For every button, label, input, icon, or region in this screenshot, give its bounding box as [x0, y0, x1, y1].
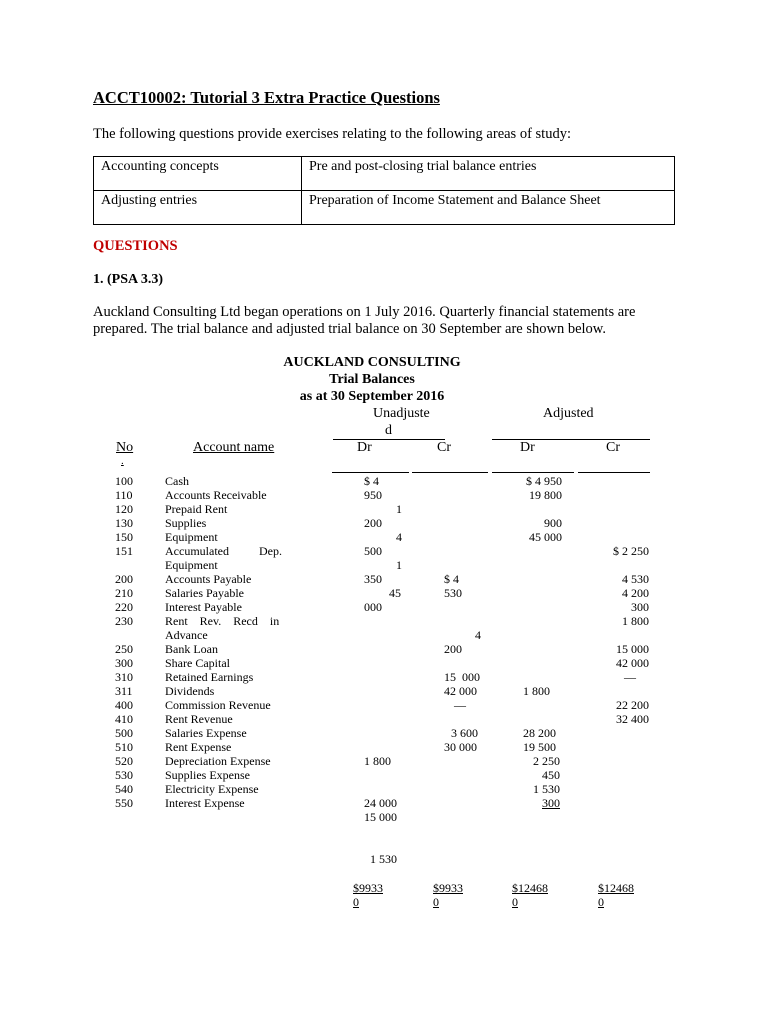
unadjusted-cr-value: 200: [444, 642, 462, 656]
account-no: 130: [115, 516, 133, 530]
table-cell: Accounting concepts: [94, 157, 302, 191]
account-name: Share Capital: [165, 656, 230, 670]
adjusted-dr-value: 28 200: [523, 726, 556, 740]
questions-heading: QUESTIONS: [93, 238, 178, 254]
column-no: No: [116, 440, 134, 455]
table-cell: Preparation of Income Statement and Balance Sheet: [302, 191, 675, 225]
account-name: Accounts Payable: [165, 572, 252, 586]
adjusted-cr-value: 15 000: [616, 642, 649, 656]
unadjusted-cr-value: $ 4: [444, 572, 459, 586]
report-name: Trial Balances: [329, 372, 415, 387]
unadjusted-cr-value: —: [454, 698, 466, 712]
column-adjusted-cr: Cr: [606, 440, 620, 455]
account-no: 100: [115, 474, 133, 488]
total-unadjusted-cr-cont: 0: [433, 895, 439, 909]
account-name: Equipment: [165, 558, 218, 572]
account-no: 520: [115, 754, 133, 768]
unadjusted-dr-value: 1 800: [364, 754, 391, 768]
account-name: Depreciation Expense: [165, 754, 271, 768]
adjusted-dr-value: 45 000: [529, 530, 562, 544]
account-name: Supplies Expense: [165, 768, 250, 782]
account-name: Cash: [165, 474, 189, 488]
account-name: Accounts Receivable: [165, 488, 267, 502]
account-name: Prepaid Rent: [165, 502, 228, 516]
column-no-dot: .: [121, 455, 124, 467]
unadjusted-dr-value: 1 530: [370, 852, 397, 866]
account-no: 200: [115, 572, 133, 586]
adjusted-dr-value: 1 530: [533, 782, 560, 796]
unadjusted-heading: Unadjuste: [373, 406, 430, 421]
account-name: Rent Expense: [165, 740, 232, 754]
column-unadjusted-cr: Cr: [437, 440, 451, 455]
unadjusted-dr-value: 45: [389, 586, 401, 600]
adjusted-dr-value: 900: [544, 516, 562, 530]
account-no: 550: [115, 796, 133, 810]
account-no: 510: [115, 740, 133, 754]
total-unadjusted-cr: $9933: [433, 881, 463, 895]
unadjusted-dr-value: 1: [396, 558, 402, 572]
unadjusted-dr-value: $ 4: [364, 474, 379, 488]
adjusted-dr-value: 1 800: [523, 684, 550, 698]
account-no: 311: [115, 684, 133, 698]
adjusted-dr-value: 450: [542, 768, 560, 782]
adjusted-dr-value: 300: [542, 796, 560, 810]
column-account-name: Account name: [193, 440, 275, 455]
account-name: Retained Earnings: [165, 670, 254, 684]
account-no: 110: [115, 488, 133, 502]
account-name: Salaries Payable: [165, 586, 244, 600]
account-no: 310: [115, 670, 133, 684]
total-adjusted-cr: $12468: [598, 881, 634, 895]
account-name: Rent Rev. Recd in: [165, 614, 280, 628]
adjusted-cr-value: 22 200: [616, 698, 649, 712]
account-no: 410: [115, 712, 133, 726]
study-areas-table: [93, 156, 675, 225]
account-no: 120: [115, 502, 133, 516]
adjusted-cr-value: 42 000: [616, 656, 649, 670]
unadjusted-cr-value: 530: [444, 586, 462, 600]
account-no: 230: [115, 614, 133, 628]
table-cell: Pre and post-closing trial balance entries: [302, 157, 675, 191]
adjusted-heading: Adjusted: [543, 406, 594, 421]
unadjusted-dr-value: 15 000: [364, 810, 397, 824]
unadjusted-dr-value: 350: [364, 572, 382, 586]
intro-text: The following questions provide exercises relating to the following areas of study:: [93, 126, 571, 142]
page-title: ACCT10002: Tutorial 3 Extra Practice Questions: [93, 88, 440, 107]
unadjusted-dr-value: 950: [364, 488, 382, 502]
unadjusted-dr-value: 4: [396, 530, 402, 544]
column-unadjusted-dr: Dr: [357, 440, 372, 455]
total-unadjusted-dr: $9933: [353, 881, 383, 895]
account-no: 220: [115, 600, 133, 614]
table-row: [94, 191, 675, 225]
account-name: Interest Expense: [165, 796, 245, 810]
adjusted-dr-value: $ 4 950: [526, 474, 562, 488]
adjusted-dr-value: 19 500: [523, 740, 556, 754]
adjusted-cr-value: 4 200: [622, 586, 649, 600]
account-no: 151: [115, 544, 133, 558]
unadjusted-dr-value: 200: [364, 516, 382, 530]
divider: [332, 472, 409, 473]
question-paragraph: Auckland Consulting Ltd began operations on 1 July 2016. Quarterly financial statements are prepared. The trial balance and adjusted trial balance on 30 September are shown below.: [93, 304, 636, 337]
unadjusted-cr-value: 30 000: [444, 740, 477, 754]
report-company: AUCKLAND CONSULTING: [283, 355, 461, 370]
account-name: Supplies: [165, 516, 207, 530]
adjusted-cr-value: $ 2 250: [613, 544, 649, 558]
adjusted-dr-value: 2 250: [533, 754, 560, 768]
account-no: 400: [115, 698, 133, 712]
account-no: 250: [115, 642, 133, 656]
unadjusted-cr-value: 4: [475, 628, 481, 642]
adjusted-cr-value: 1 800: [622, 614, 649, 628]
total-unadjusted-dr-cont: 0: [353, 895, 359, 909]
total-adjusted-dr-cont: 0: [512, 895, 518, 909]
account-name: Salaries Expense: [165, 726, 247, 740]
account-name: Electricity Expense: [165, 782, 259, 796]
adjusted-cr-value: 300: [631, 600, 649, 614]
total-adjusted-cr-cont: 0: [598, 895, 604, 909]
account-no: 300: [115, 656, 133, 670]
unadjusted-cr-value: 42 000: [444, 684, 477, 698]
account-no: 540: [115, 782, 133, 796]
adjusted-cr-value: 4 530: [622, 572, 649, 586]
account-name: Commission Revenue: [165, 698, 271, 712]
divider: [578, 472, 650, 473]
account-name: Interest Payable: [165, 600, 242, 614]
adjusted-dr-value: 19 800: [529, 488, 562, 502]
account-name: Advance: [165, 628, 208, 642]
table-cell: Adjusting entries: [94, 191, 302, 225]
table-row: [94, 157, 675, 191]
unadjusted-cr-value: 15 000: [444, 670, 480, 684]
account-name: Bank Loan: [165, 642, 218, 656]
divider: [333, 439, 445, 440]
unadjusted-cr-value: 3 600: [451, 726, 478, 740]
report-date: as at 30 September 2016: [299, 389, 445, 404]
account-no: 210: [115, 586, 133, 600]
column-adjusted-dr: Dr: [520, 440, 535, 455]
divider: [492, 439, 650, 440]
unadjusted-dr-value: 500: [364, 544, 382, 558]
account-name: Equipment: [165, 530, 218, 544]
account-name: Rent Revenue: [165, 712, 233, 726]
account-name: Accumulated Dep.: [165, 544, 282, 558]
unadjusted-dr-value: 000: [364, 600, 382, 614]
unadjusted-heading-cont: d: [385, 423, 392, 438]
divider: [492, 472, 574, 473]
question-number: 1. (PSA 3.3): [93, 272, 163, 287]
account-name: Dividends: [165, 684, 215, 698]
unadjusted-dr-value: 24 000: [364, 796, 397, 810]
account-no: 530: [115, 768, 133, 782]
adjusted-cr-value: 32 400: [616, 712, 649, 726]
account-no: 150: [115, 530, 133, 544]
account-no: 500: [115, 726, 133, 740]
unadjusted-dr-value: 1: [396, 502, 402, 516]
divider: [412, 472, 488, 473]
adjusted-cr-value: —: [624, 670, 636, 684]
total-adjusted-dr: $12468: [512, 881, 548, 895]
